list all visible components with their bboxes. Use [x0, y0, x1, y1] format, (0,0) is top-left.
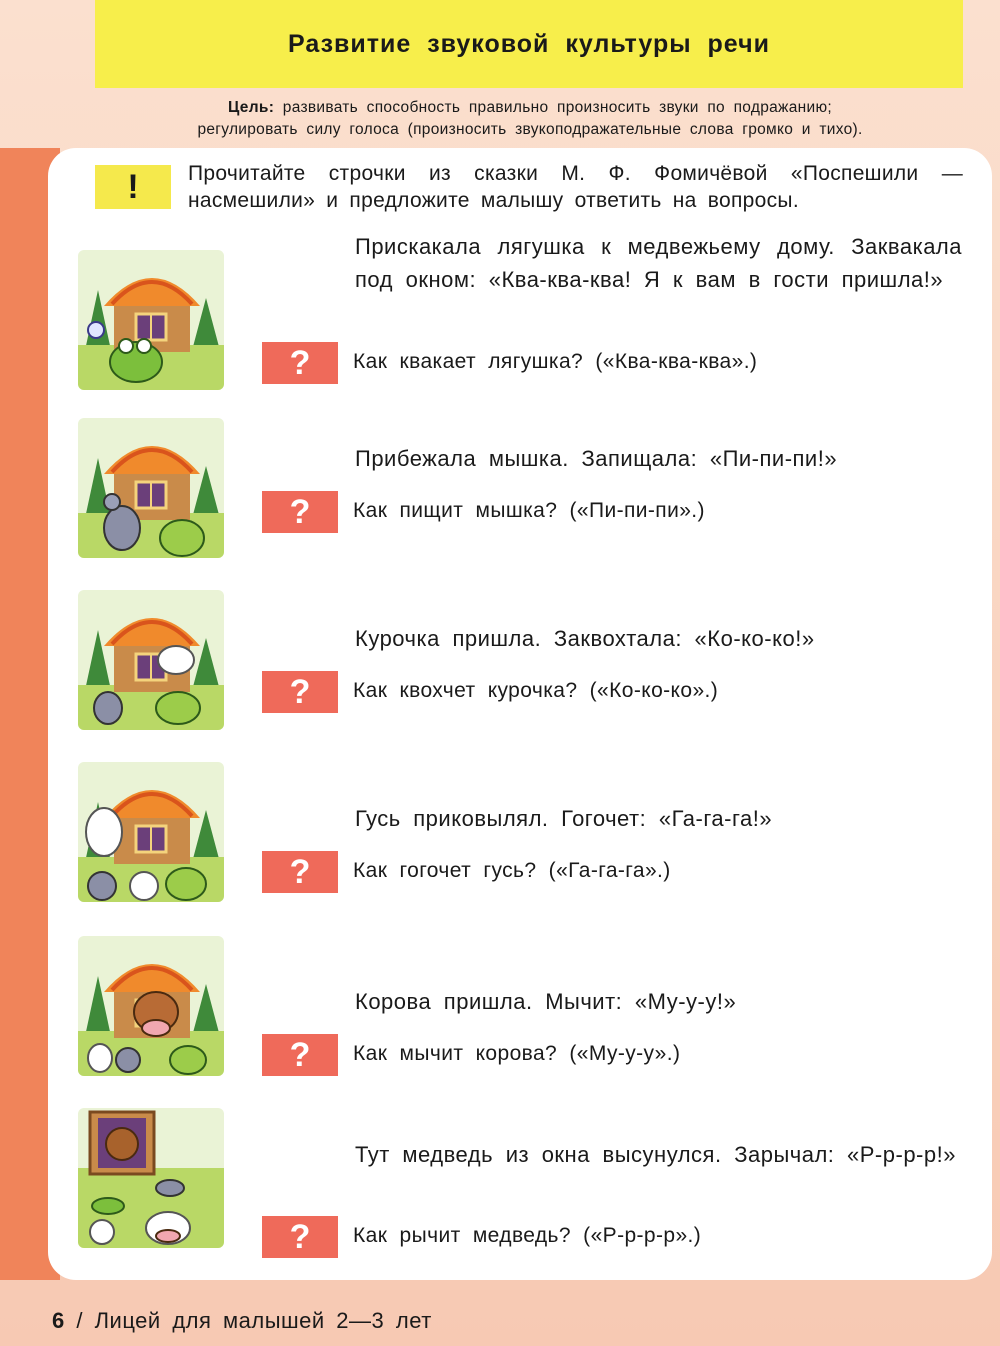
goal-line-2: регулировать силу голоса (произносить звукоподражательные слова громко и тихо). [197, 121, 863, 138]
question-icon: ? [262, 1216, 338, 1258]
frog-house-illustration [78, 250, 224, 390]
mouse-house-illustration [78, 418, 224, 558]
title-band [95, 0, 963, 88]
goose-house-illustration [78, 762, 224, 902]
hen-house-illustration [78, 590, 224, 730]
intro-text: Прочитайте строчки из сказки М. Ф. Фомичёвой «Поспешили — насмешили» и предложите малышу ответить на вопросы. [188, 162, 963, 212]
question-icon: ? [262, 342, 338, 384]
goal-text [100, 97, 960, 141]
page-number: 6 [52, 1308, 65, 1333]
answer-text: Как гогочет гусь? («Га-га-га».) [353, 859, 671, 882]
answer-text: Как квохчет курочка? («Ко-ко-ко».) [353, 679, 719, 702]
page-footer [52, 1308, 432, 1334]
question-icon: ? [262, 671, 338, 713]
story-text: Прискакала лягушка к медвежьему дому. Заквакала под окном: «Ква-ква-ква! Я к вам в гости пришла!» [355, 234, 962, 292]
story-text: Тут медведь из окна высунулся. Зарычал: «Р-р-р-р!» [355, 1142, 956, 1167]
story-text: Корова пришла. Мычит: «Му-у-у!» [355, 989, 737, 1014]
story-text: Прибежала мышка. Запищала: «Пи-пи-пи!» [355, 446, 838, 471]
exclamation-icon: ! [95, 165, 171, 209]
answer-text: Как квакает лягушка? («Ква-ква-ква».) [353, 350, 758, 373]
book-title: / Лицей для малышей 2—3 лет [76, 1308, 432, 1333]
goal-label: Цель: [228, 99, 275, 116]
answer-text: Как рычит медведь? («Р-р-р-р».) [353, 1224, 702, 1247]
page-title: Развитие звуковой культуры речи [288, 29, 770, 58]
cow-house-illustration [78, 936, 224, 1076]
question-icon: ? [262, 851, 338, 893]
story-text: Курочка пришла. Заквохтала: «Ко-ко-ко!» [355, 626, 815, 651]
question-icon: ? [262, 491, 338, 533]
goal-line-1: развивать способность правильно произносить звуки по подражанию; [274, 99, 832, 116]
bear-window-illustration [78, 1108, 224, 1248]
answer-text: Как мычит корова? («Му-у-у».) [353, 1042, 681, 1065]
story-text: Гусь приковылял. Гогочет: «Га-га-га!» [355, 806, 773, 831]
answer-text: Как пищит мышка? («Пи-пи-пи».) [353, 499, 705, 522]
question-icon: ? [262, 1034, 338, 1076]
